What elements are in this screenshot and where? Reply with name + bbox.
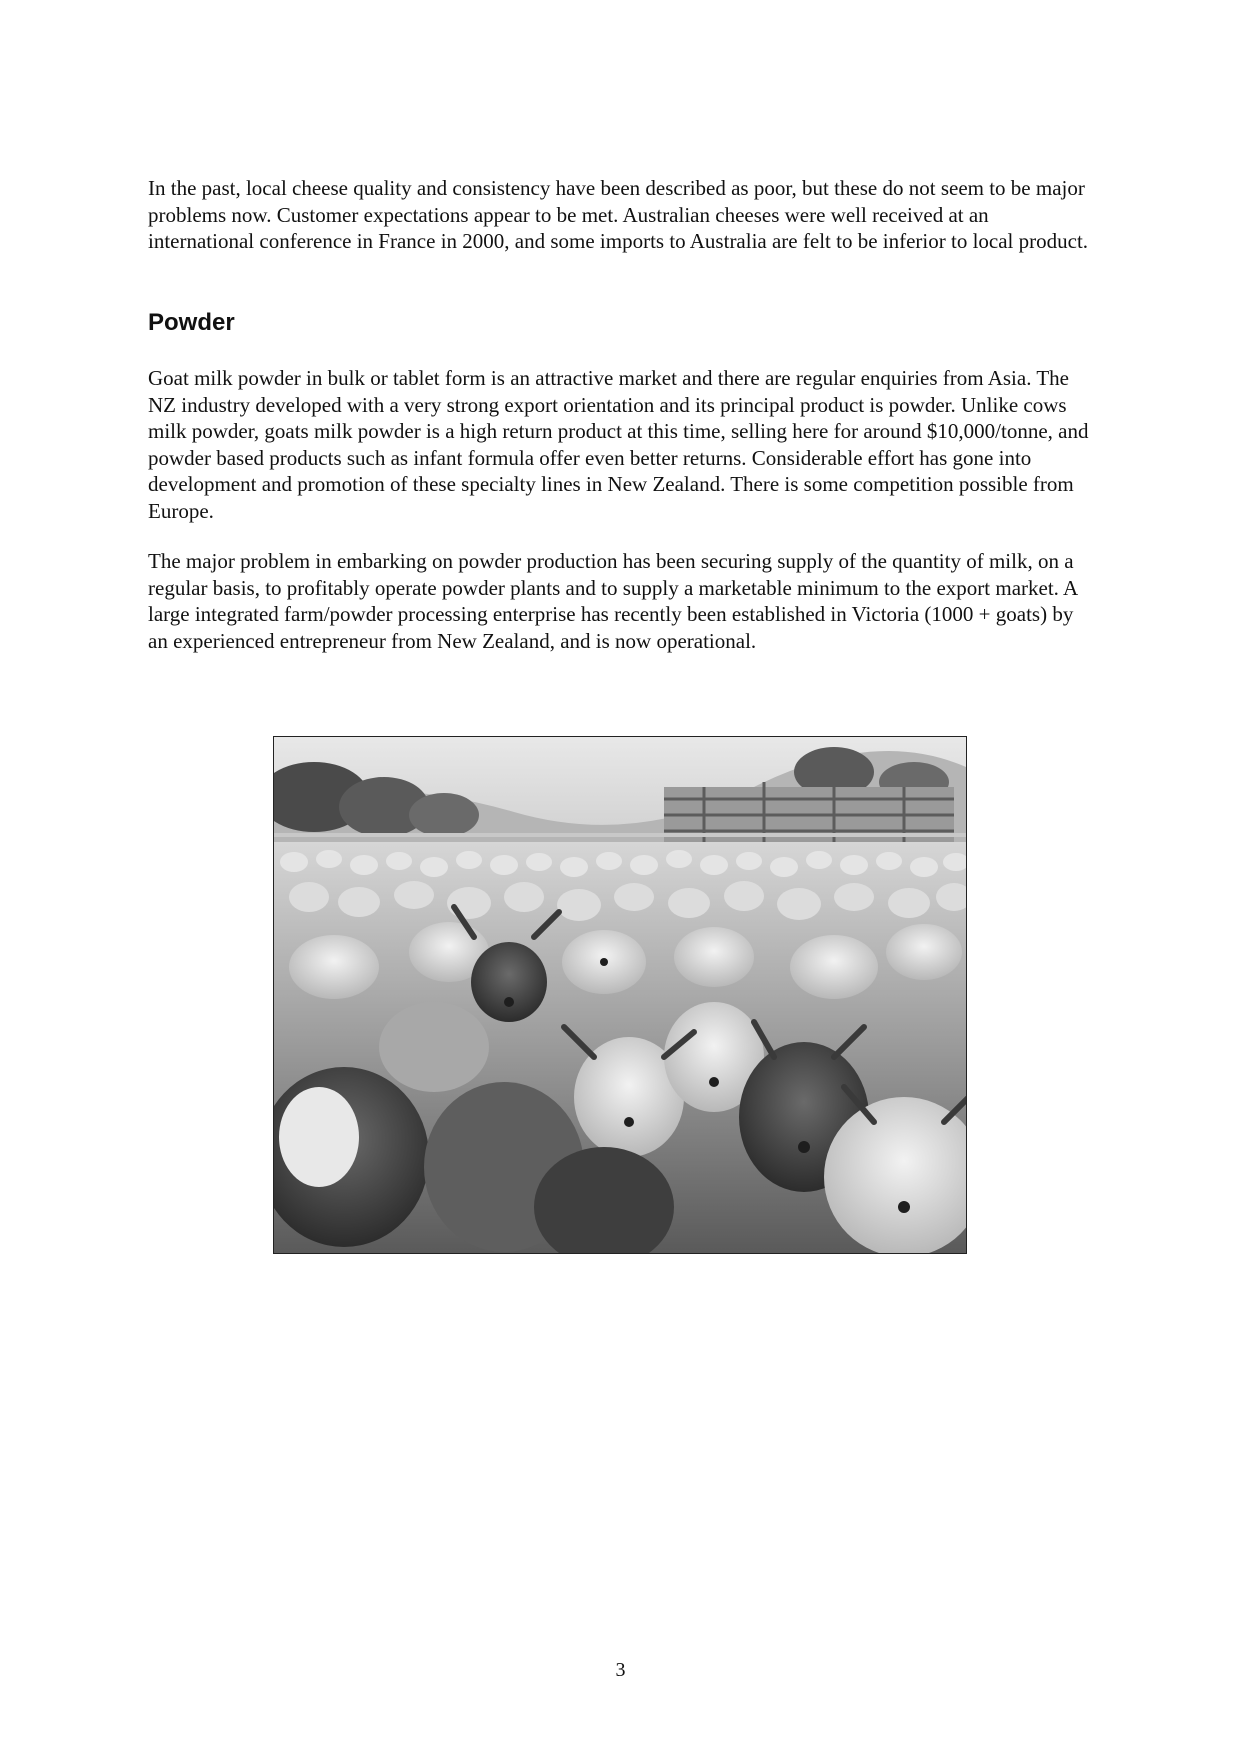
paragraph-cheese-quality: In the past, local cheese quality and consistency have been described as poor, but these do not seem to be major problems now. Customer expectations appear to be met. Australian cheeses were well received at an international conference in France in 2000, and some imports to Australia are felt to be inferior to local product. [148,176,1089,253]
page-number: 3 [615,1659,626,1681]
goat-herd-image [274,737,966,1253]
paragraph-powder-supply: The major problem in embarking on powder production has been securing supply of the quantity of milk, on a regular basis, to profitably operate powder plants and to supply a marketable minimum to the export market. A large integrated farm/powder processing enterprise has recently been established in Victoria (1000 + goats) by an experienced entrepreneur from New Zealand, and is now operational. [148,549,1078,653]
section-heading-powder: Powder [148,309,235,336]
paragraph-powder-market: Goat milk powder in bulk or tablet form is an attractive market and there are regular enquiries from Asia. The NZ industry developed with a very strong export orientation and its principal product is powder. Unlike cows milk powder, goats milk powder is a high return product at this time, selling here for around $10,000/tonne, and powder based products such as infant formula offer even better returns. Considerable effort has gone into development and promotion of these specialty lines in New Zealand. There is some competition possible from Europe. [148,366,1089,523]
goat-herd-photo [273,736,967,1254]
